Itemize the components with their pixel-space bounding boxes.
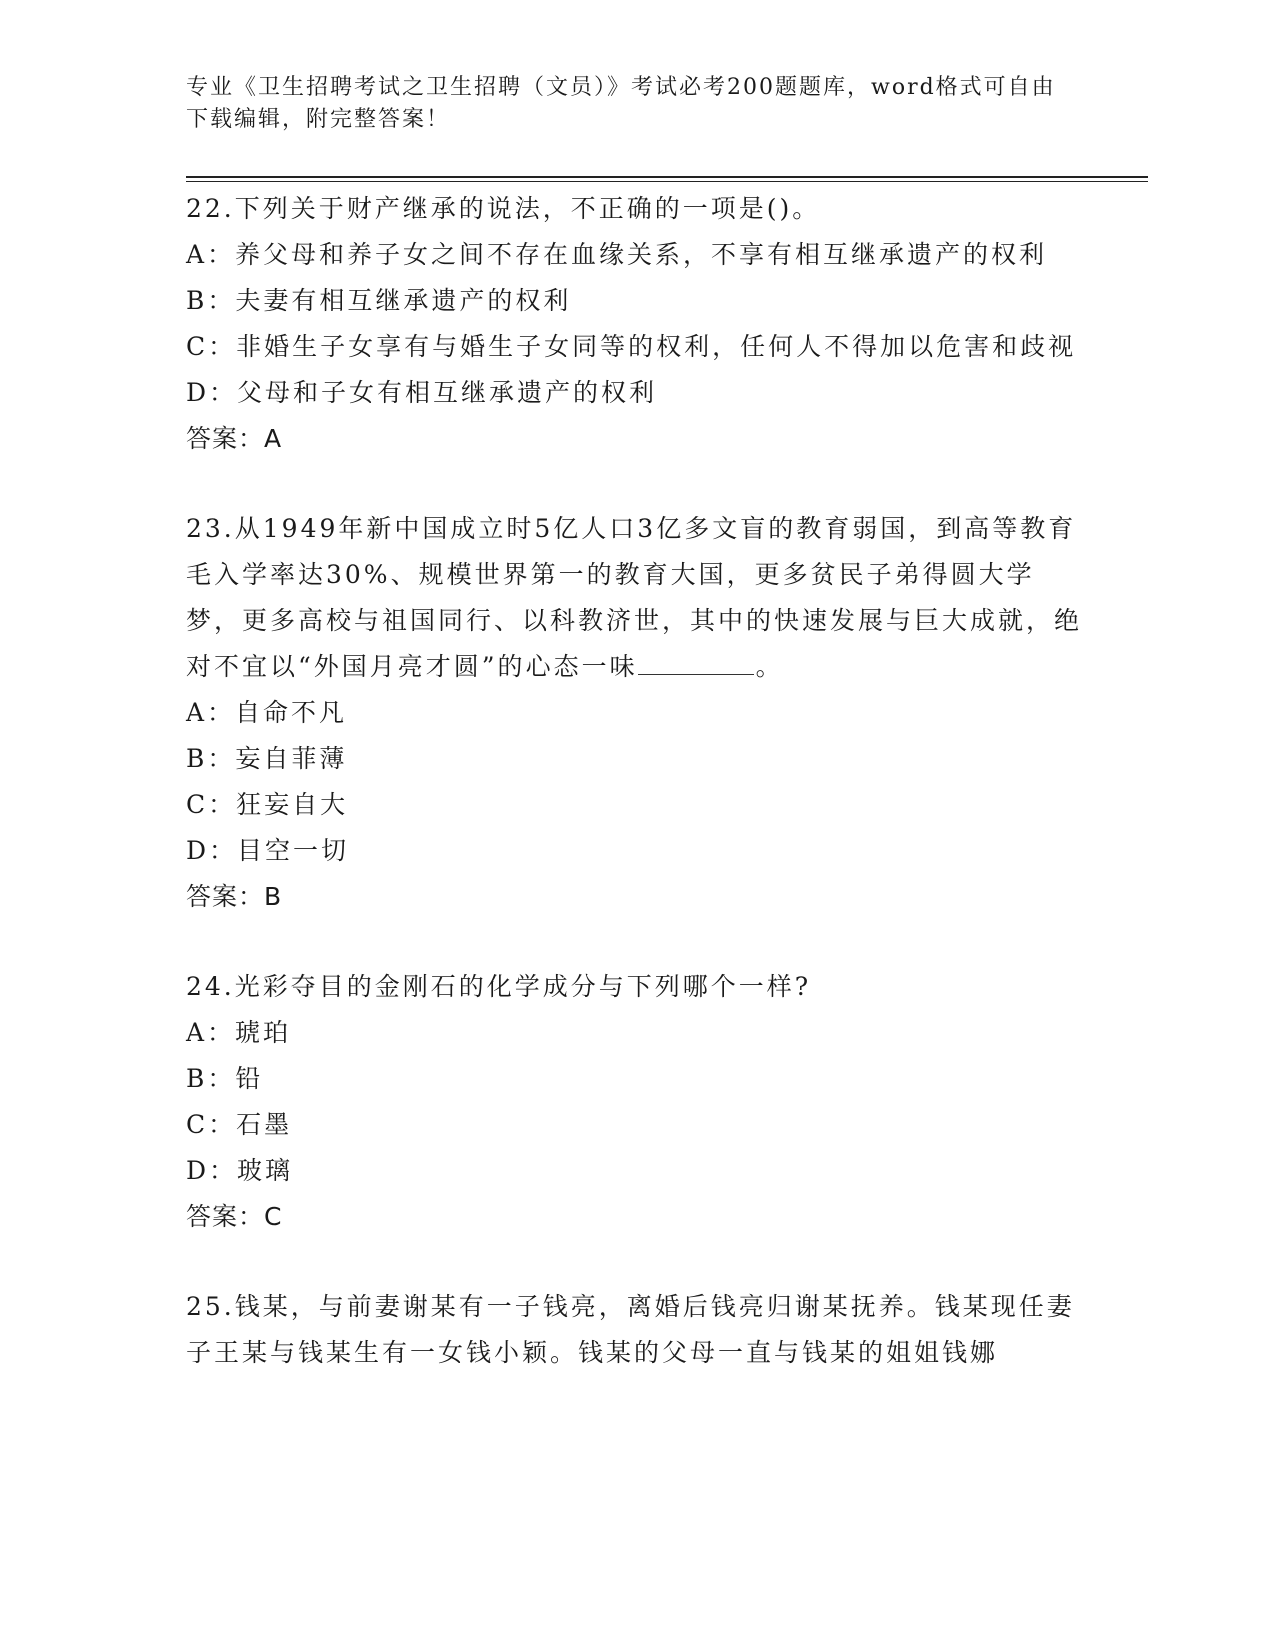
option-c: C：石墨 (186, 1110, 293, 1139)
option-d: D：玻璃 (186, 1156, 294, 1185)
question-gap (186, 920, 1086, 964)
option-d: D：父母和子女有相互继承遗产的权利 (186, 378, 658, 407)
option-c: C：狂妄自大 (186, 790, 349, 819)
question-stem-tail: 。 (755, 652, 784, 681)
option-d: D：目空一切 (186, 836, 350, 865)
question-list (186, 186, 1086, 1376)
header-divider-thick (186, 176, 1148, 178)
question-23 (186, 506, 1086, 920)
question-gap (186, 1240, 1086, 1284)
question-stem: 23.从1949年新中国成立时5亿人口3亿多文盲的教育弱国，到高等教育毛入学率达30%、规模世界第一的教育大国，更多贫民子弟得圆大学梦，更多高校与祖国同行、以科教济世，其中的快速发展与巨大成就，绝对不宜以“外国月亮才圆”的心态一味 (186, 514, 1083, 681)
option-b: B：妄自菲薄 (186, 744, 348, 773)
question-22 (186, 186, 1086, 462)
option-a: A：自命不凡 (186, 698, 348, 727)
answer-line: 答案：C (186, 1202, 283, 1231)
question-stem: 22.下列关于财产继承的说法，不正确的一项是()。 (186, 194, 821, 223)
question-stem: 25.钱某，与前妻谢某有一子钱亮，离婚后钱亮归谢某抚养。钱某现任妻子王某与钱某生有一女钱小颖。钱某的父母一直与钱某的姐姐钱娜 (186, 1292, 1075, 1367)
answer-line: 答案：B (186, 882, 283, 911)
question-gap (186, 462, 1086, 506)
question-stem-wrapper (186, 506, 1086, 690)
question-stem: 24.光彩夺目的金刚石的化学成分与下列哪个一样? (186, 972, 812, 1001)
option-a: A：琥珀 (186, 1018, 292, 1047)
option-b: B：夫妻有相互继承遗产的权利 (186, 286, 572, 315)
option-a: A：养父母和养子女之间不存在血缘关系，不享有相互继承遗产的权利 (186, 240, 1048, 269)
header-intro: 专业《卫生招聘考试之卫生招聘（文员）》考试必考200题题库，word格式可自由下载编辑，附完整答案！ (186, 75, 1056, 132)
answer-line: 答案：A (186, 424, 283, 453)
option-b: B：铅 (186, 1064, 264, 1093)
header-divider-thin (186, 181, 1148, 182)
option-c: C：非婚生子女享有与婚生子女同等的权利，任何人不得加以危害和歧视 (186, 332, 1077, 361)
question-24 (186, 964, 1086, 1240)
fill-in-blank (638, 646, 754, 675)
question-25 (186, 1284, 1086, 1376)
